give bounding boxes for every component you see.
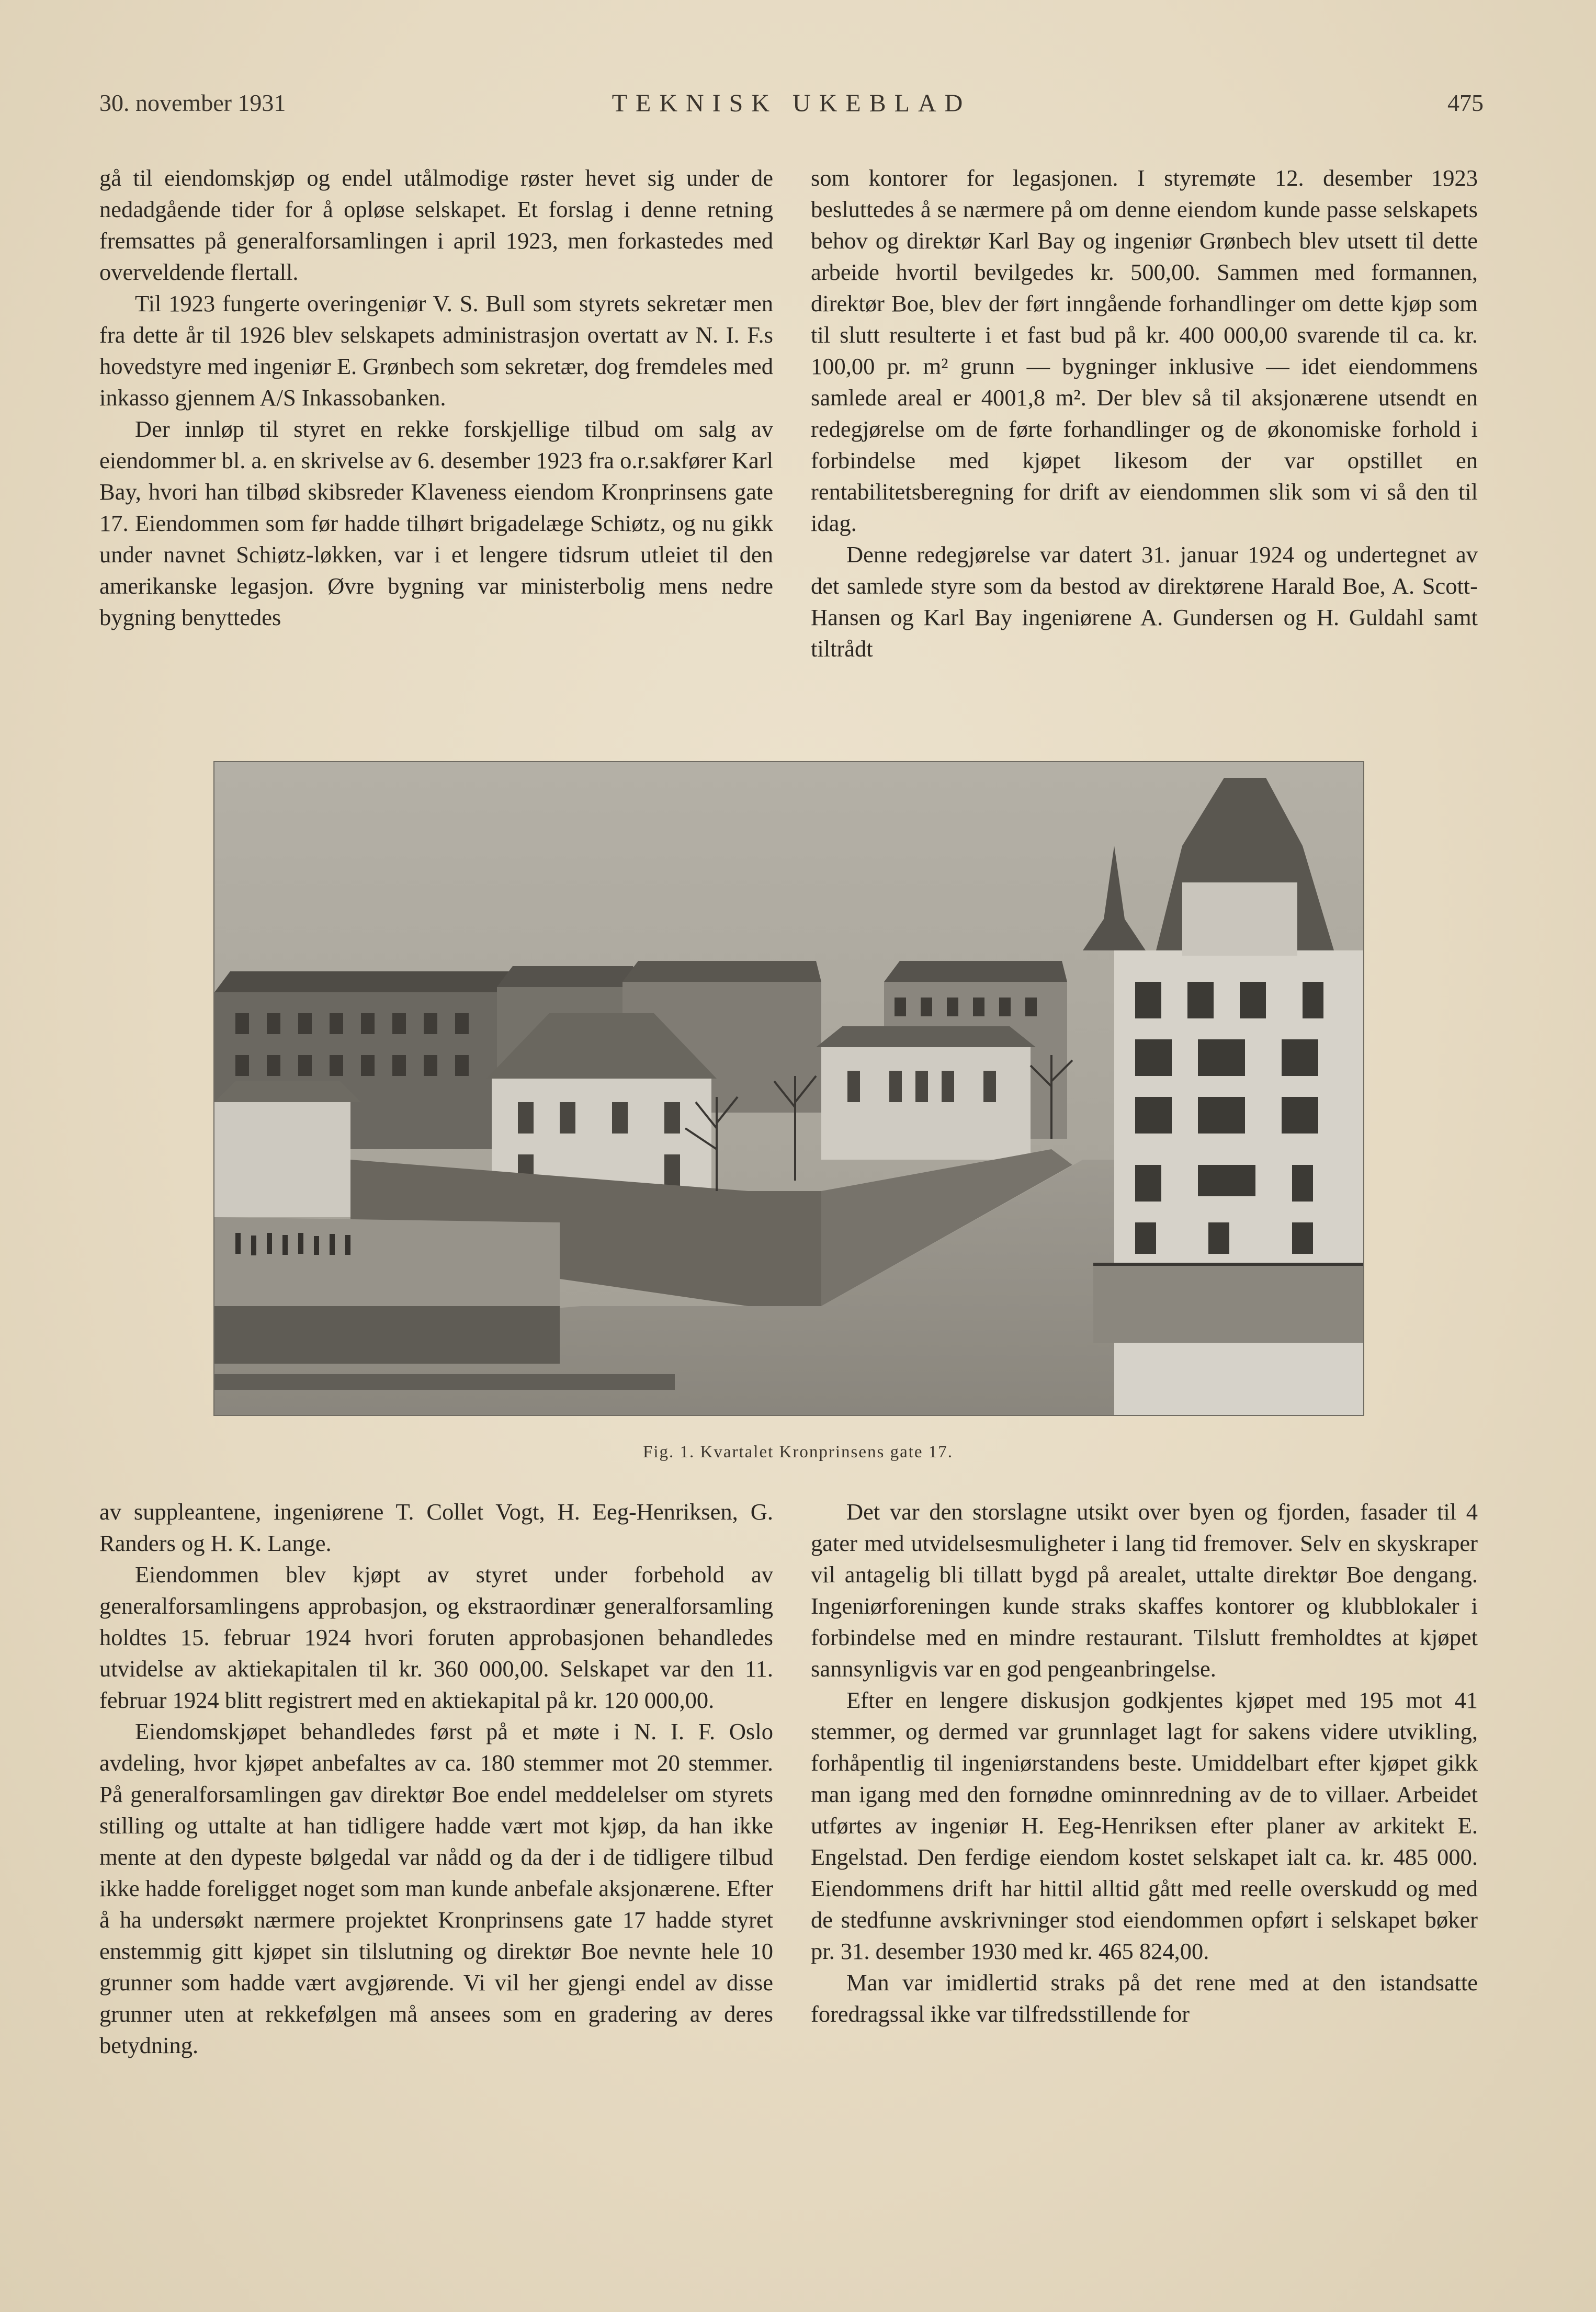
- page-number: 475: [1447, 89, 1484, 116]
- paragraph: Man var imidlertid straks på det rene med at den istandsatte foredragssal ikke var tilfredsstillende for: [811, 1969, 1478, 2027]
- paragraph: Efter en lengere diskusjon godkjentes kjøpet med 195 mot 41 stemmer, og dermed var grunnlaget lagt for sakens videre utvikling, forhåpentlig til ingeniørstandens beste. Umiddelbart efter kjøpet gikk man igang med den fornødne ominnredning av de to villaer. Arbeidet utførtes av ingeniør H. Eeg-Henriksen efter planer av arkitekt E. Engelstad. Den ferdige eiendom kostet selskapet ialt ca. kr. 485 000. Eiendommens drift har hittil alltid gått med reelle overskudd og med de stedfunne avskrivninger stod eiendommen opført i selskapet bøker pr. 31. desember 1930 med kr. 465 824,00.: [811, 1687, 1478, 1964]
- paragraph: Eiendommen blev kjøpt av styret under forbehold av generalforsamlingens approbasjon, og ekstraordinær generalforsamling holdtes 15. februar 1924 hvori foruten approbasjonen behandledes utvidelse av aktiekapitalen til kr. 360 000,00. Selskapet var den 11. februar 1924 blitt registrert med en aktiekapital på kr. 120 000,00.: [99, 1561, 773, 1713]
- page-header: [99, 89, 1484, 126]
- figure-caption: Fig. 1. Kvartalet Kronprinsens gate 17.: [642, 1443, 954, 1461]
- paragraph: som kontorer for legasjonen. I styremøte 12. desember 1923 besluttedes å se nærmere på om denne eiendom kunde passe selskapets behov og direktør Karl Bay og ingeniør Grønbech blev utsett til dette arbeide hvortil bevilgedes kr. 500,00. Sammen med formannen, direktør Boe, blev der ført inngående forhandlinger om dette kjøp som til slutt resulterte i et fast bud på kr. 400 000,00 svarende til ca. kr. 100,00 pr. m² grunn — bygninger inklusive — idet eiendommens samlede areal er 4001,8 m². Der blev så til aksjonærene utsendt en redegjørelse om de førte forhandlinger og de økonomiske forhold i forbindelse med kjøpet likesom der var opstillet en rentabilitetsberegning for drift av eiendommen slik som vi så den til idag.: [811, 165, 1478, 536]
- paragraph: Eiendomskjøpet behandledes først på et møte i N. I. F. Oslo avdeling, hvor kjøpet anbefaltes av ca. 180 stemmer mot 20 stemmer. På generalforsamlingen gav direktør Boe endel meddelelser om styrets stilling og uttalte at han tidligere hadde vært mot kjøp, da han ikke mente at den dypeste bølgedal var nådd og da der i de tidligere tilbud ikke hadde foreligget noget som man kunde anbefale aksjonærene. Efter å ha undersøkt nærmere projektet Kronprinsens gate 17 hadde styret enstemmig gitt kjøpet sin tilslutning og direktør Boe nevnte hele 10 grunner som hadde vært avgjørende. Vi vil her gjengi endel av disse grunner uten at rekkefølgen må ansees som en gradering av deres betydning.: [99, 1718, 773, 2058]
- column-bottom-right: [811, 1496, 1478, 2030]
- issue-date: 30. november 1931: [99, 89, 286, 116]
- paragraph: Denne redegjørelse var datert 31. januar 1924 og undertegnet av det samlede styre som da bestod av direktørene Harald Boe, A. Scott-Hansen og Karl Bay ingeniørene A. Gundersen og H. Guldahl samt tiltrådt: [811, 541, 1478, 662]
- paragraph: Det var den storslagne utsikt over byen og fjorden, fasader til 4 gater med utvidelsesmuligheter i lang tid fremover. Selv en skyskraper vil antagelig bli tillatt bygd på arealet, uttalte direktør Boe dengang. Ingeniørforeningen kunde straks skaffes kontorer og klubblokaler i forbindelse med en mindre restaurant. Tilslutt fremholdtes at kjøpet sannsynligvis var en god pengeanbringelse.: [811, 1499, 1478, 1682]
- column-bottom-left: [99, 1496, 773, 2061]
- paragraph: av suppleantene, ingeniørene T. Collet Vogt, H. Eeg-Henriksen, G. Randers og H. K. Lange.: [99, 1499, 773, 1556]
- paragraph: Til 1923 fungerte overingeniør V. S. Bull som styrets sekretær men fra dette år til 1926 blev selskapets administrasjon overtatt av N. I. F.s hovedstyre med ingeniør E. Grønbech som sekretær, dog fremdeles med inkasso gjennem A/S Inkassobanken.: [99, 290, 773, 411]
- journal-title: TEKNISK UKEBLAD: [612, 89, 971, 117]
- column-top-left: [99, 162, 773, 633]
- paragraph: gå til eiendomskjøp og endel utålmodige røster hevet sig under de nedadgående tider for å opløse selskapet. Et forslag i denne retning fremsattes på generalforsamlingen i april 1923, men forkastedes med overveldende flertall.: [99, 165, 773, 285]
- photo-kronprinsens-gate: [213, 761, 1364, 1416]
- paragraph: Der innløp til styret en rekke forskjellige tilbud om salg av eiendommer bl. a. en skrivelse av 6. desember 1923 fra o.r.sakfører Karl Bay, hvori han tilbød skibsreder Klaveness eiendom Kronprinsens gate 17. Eiendommen som før hadde tilhørt brigadelæge Schiøtz, og nu gikk under navnet Schiøtz-løkken, var i et lengere tidsrum utleiet til den amerikanske legasjon. Øvre bygning var ministerbolig mens nedre bygning benyttedes: [99, 416, 773, 630]
- column-top-right: [811, 162, 1478, 664]
